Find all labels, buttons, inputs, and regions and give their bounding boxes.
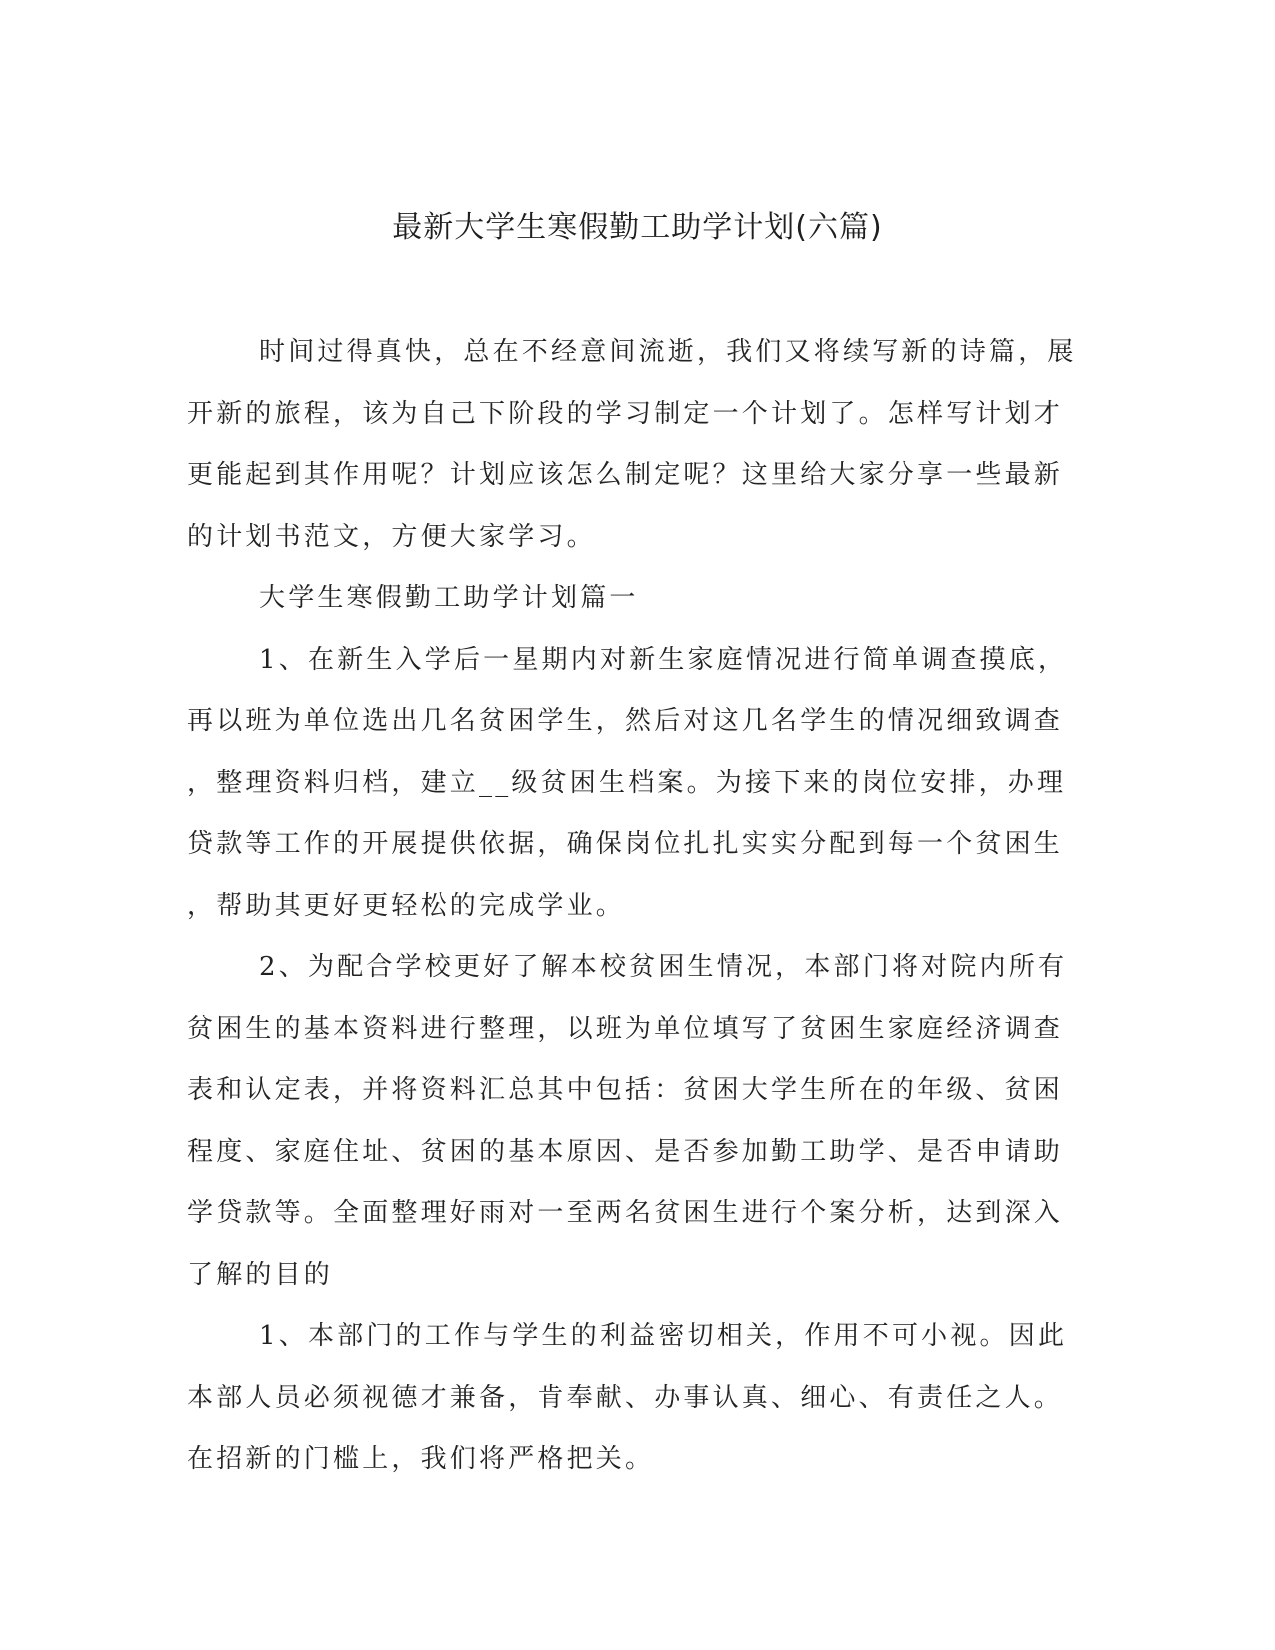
paragraph-intro-line-1: 时间过得真快，总在不经意间流逝，我们又将续写新的诗篇，展 bbox=[259, 337, 1077, 367]
document-title: 最新大学生寒假勤工助学计划(六篇) bbox=[392, 210, 883, 245]
paragraph-3-line-3: 在招新的门槛上，我们将严格把关。 bbox=[187, 1444, 655, 1474]
paragraph-intro-line-3: 更能起到其作用呢？计划应该怎么制定呢？这里给大家分享一些最新 bbox=[187, 460, 1064, 490]
paragraph-1-line-5: ，帮助其更好更轻松的完成学业。 bbox=[187, 890, 626, 921]
paragraph-2-line-2: 贫困生的基本资料进行整理，以班为单位填写了贫困生家庭经济调查 bbox=[187, 1013, 1064, 1044]
paragraph-intro-line-2: 开新的旅程，该为自己下阶段的学习制定一个计划了。怎样写计划才 bbox=[187, 398, 1064, 429]
paragraph-1-line-2: 再以班为单位选出几名贫困学生，然后对这几名学生的情况细致调查 bbox=[187, 706, 1064, 736]
paragraph-2-line-1: 2、为配合学校更好了解本校贫困生情况，本部门将对院内所有 bbox=[259, 952, 1068, 982]
paragraph-intro-line-4: 的计划书范文，方便大家学习。 bbox=[187, 521, 596, 552]
paragraph-1-line-1: 1、在新生入学后一星期内对新生家庭情况进行简单调查摸底， bbox=[259, 644, 1068, 675]
paragraph-1-line-3: ，整理资料归档，建立__级贫困生档案。为接下来的岗位安排，办理 bbox=[187, 767, 1067, 798]
paragraph-2-line-5: 学贷款等。全面整理好雨对一至两名贫困生进行个案分析，达到深入 bbox=[187, 1198, 1064, 1228]
paragraph-3-line-1: 1、本部门的工作与学生的利益密切相关，作用不可小视。因此 bbox=[259, 1321, 1068, 1351]
section-heading: 大学生寒假勤工助学计划篇一 bbox=[259, 583, 639, 613]
paragraph-3-line-2: 本部人员必须视德才兼备，肯奉献、办事认真、细心、有责任之人。 bbox=[187, 1382, 1064, 1413]
paragraph-2-line-4: 程度、家庭住址、贫困的基本原因、是否参加勤工助学、是否申请助 bbox=[187, 1136, 1064, 1167]
paragraph-2-line-3: 表和认定表，并将资料汇总其中包括：贫困大学生所在的年级、贫困 bbox=[187, 1075, 1064, 1105]
document-body bbox=[187, 322, 1077, 1491]
paragraph-2-line-6: 了解的目的 bbox=[187, 1259, 334, 1290]
paragraph-1-line-4: 贷款等工作的开展提供依据，确保岗位扎扎实实分配到每一个贫困生 bbox=[187, 829, 1064, 859]
